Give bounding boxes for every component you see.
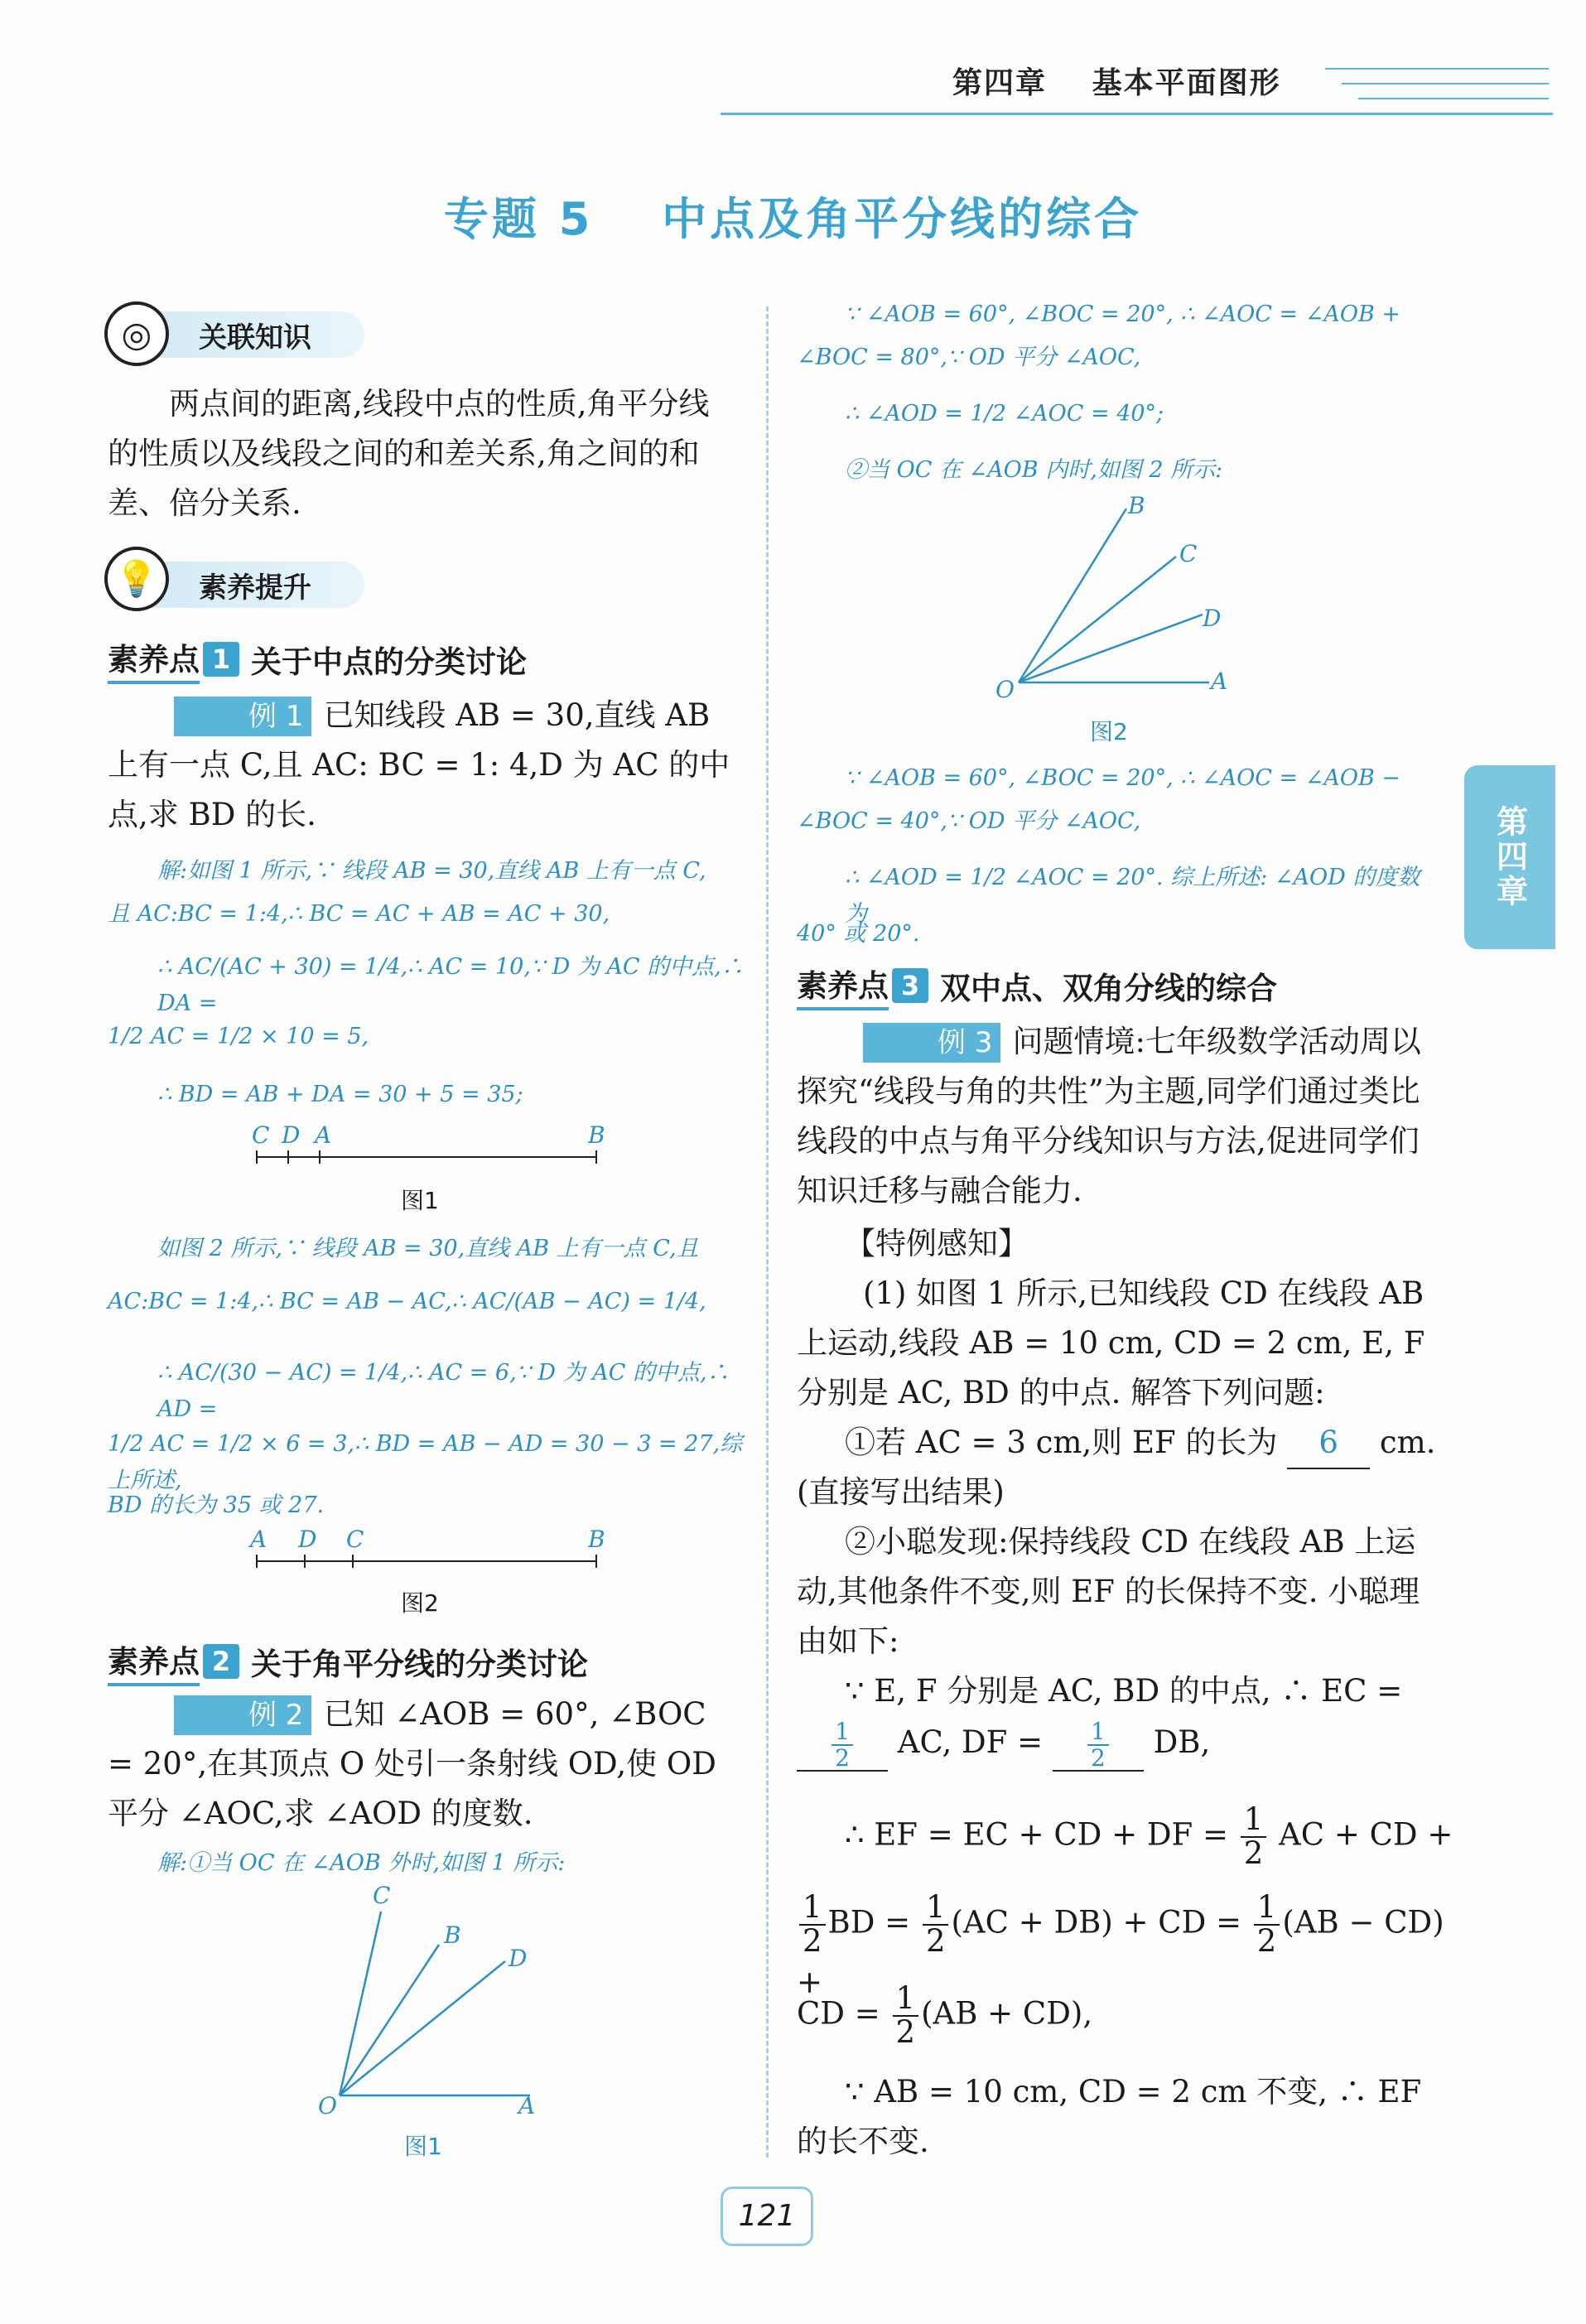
half-fraction: $\frac{1}{2}$ [923,1892,949,1958]
topic-number: 专题 5 [443,193,594,245]
example2-solution-line: ∠BOC = 40°,∵ OD 平分 ∠AOC, [797,808,1141,834]
header-chapter [952,60,1314,102]
point1-figure2 [248,1516,613,1582]
chapter-side-tab [1464,765,1555,949]
header-line [721,113,1553,115]
example1-solution-line: BD 的长为 35 或 27. [108,1492,325,1518]
reason-line-1: ∵ E, F 分别是 AC, BD 的中点, ∴ EC = [845,1673,1403,1709]
header-deco-line [1325,68,1549,70]
special-case-heading: 【特例感知】 [845,1226,1029,1261]
point1-figure1 [248,1111,613,1178]
question1a-note: (直接写出结果) [797,1474,1005,1510]
example2-badge: 例 2 [174,1695,311,1735]
half-fraction: $\frac{1}{2}$ [1087,1719,1109,1770]
example2-solution-line: ∵ ∠AOB = 60°, ∠BOC = 20°, ∴ ∠AOC = ∠AOB + [845,301,1401,327]
column-divider [766,306,769,2158]
label-c: C [252,1121,270,1149]
reason-line-4 [797,1980,1443,2050]
label-o: O [995,676,1015,703]
lightbulb-icon: 💡 [104,547,169,611]
example2-solution-line: ∠BOC = 80°,∵ OD 平分 ∠AOC, [797,345,1141,370]
label-a: A [250,1526,268,1553]
point3-heading [797,961,1277,1010]
question1a-unit: cm. [1379,1425,1436,1460]
example2-solution-line: 40° 或 20°. [797,921,920,947]
example3-badge: 例 3 [863,1023,1000,1063]
ray-od [1019,615,1203,682]
side-tab-label: 第四章 [1491,805,1528,909]
label-b: B [1128,492,1145,519]
point1-heading [108,634,527,684]
point2-figure1 [315,1878,563,2119]
example1-problem [108,691,737,840]
example2-solution-line: ∵ ∠AOB = 60°, ∠BOC = 20°, ∴ ∠AOC = ∠AOB − [845,765,1401,791]
label-b: B [588,1526,605,1553]
point3-number: 3 [892,968,928,1003]
skill-up-label: 素养提升 [199,571,311,605]
reason3-b: (AC + DB) + CD = [951,1904,1242,1941]
reason3-c: (AB − CD) + [797,1904,1444,2000]
example1-solution-line: 1/2 AC = 1/2 × 10 = 5, [108,1024,369,1049]
half-fraction: $\frac{1}{2}$ [893,1983,919,2049]
example3-intro [797,1017,1431,1216]
label-d: D [1203,605,1222,632]
point2-fig1-caption: 图1 [404,2133,442,2160]
half-fraction: $\frac{1}{2}$ [832,1719,853,1770]
example3-intro-text: 问题情境:七年级数学活动周以探究“线段与角的共性”为主题,同学们通过类比线段的中点与角平分线知识与方法,促进同学们知识迁移与融合能力. [797,1024,1421,1208]
point1-number: 1 [203,642,239,677]
example1-solution-line: ∴ AC/(30 − AC) = 1/4,∴ AC = 6,∵ D 为 AC 的中点,∴ AD = [157,1360,730,1422]
example1-text: 已知线段 AB = 30,直线 AB 上有一点 C,且 AC: BC = 1: 4,D 为 AC 的中点,求 BD 的长. [108,697,730,832]
half-fraction: $\frac{1}{2}$ [799,1892,826,1958]
label-b: B [588,1121,605,1149]
label-o: O [318,2092,337,2119]
point3-tag: 素养点 [797,961,889,1010]
label-a: A [1211,668,1228,695]
chapter-number: 第四章 [952,66,1048,100]
topic-name: 中点及角平分线的综合 [662,193,1143,245]
point1-tag: 素养点 [108,634,200,684]
example1-solution-line: 如图 2 所示,∵ 线段 AB = 30,直线 AB 上有一点 C,且 [157,1236,699,1261]
point2-fig2-caption: 图2 [1090,718,1128,745]
example2-problem [108,1690,737,1839]
label-d: D [282,1121,301,1149]
label-d: D [509,1945,528,1972]
reason3-a: BD = [827,1904,911,1941]
ray-oc [1019,557,1176,682]
reason4-b: (AB + CD), [921,1995,1093,2032]
question1a-text: ①若 AC = 3 cm,则 EF 的长为 [845,1425,1278,1460]
blank-ec-fraction[interactable] [797,1718,888,1772]
question1a [845,1418,1441,1469]
half-fraction: $\frac{1}{2}$ [1254,1892,1280,1958]
example2-text: 已知 ∠AOB = 60°, ∠BOC = 20°,在其顶点 O 处引一条射线 OD,使 OD 平分 ∠AOC,求 ∠AOD 的度数. [108,1696,716,1831]
point3-title: 双中点、双角分线的综合 [940,971,1277,1006]
point2-figure2 [986,490,1242,706]
target-icon: ◎ [104,301,169,366]
point1-title: 关于中点的分类讨论 [251,644,527,680]
point1-fig1-caption: 图1 [401,1187,439,1214]
question1b: ②小聪发现:保持线段 CD 在线段 AB 上运动,其他条件不变,则 EF 的长保持不变. 小聪理由如下: [797,1524,1420,1659]
example2-solution-intro: 解:①当 OC 在 ∠AOB 外时,如图 1 所示: [157,1850,566,1876]
point2-number: 2 [203,1644,239,1679]
example1-solution-line: 且 AC:BC = 1:4,∴ BC = AC + AB = AC + 30, [108,901,610,927]
reason-line-5: ∵ AB = 10 cm, CD = 2 cm 不变, ∴ EF 的长不变. [797,2074,1422,2159]
label-a: A [315,1121,332,1149]
reason-line-1b [797,1718,1443,1772]
point2-tag: 素养点 [108,1637,200,1686]
example2-solution-line: ∴ ∠AOD = 1/2 ∠AOC = 40°; [845,401,1164,427]
ray-ob [340,1945,439,2095]
label-c: C [373,1882,391,1909]
related-knowledge-text: 两点间的距离,线段中点的性质,角平分线的性质以及线段之间的和差关系,角之间的和差、倍分关系. [108,386,710,521]
chapter-title: 基本平面图形 [1092,66,1281,100]
label-a: A [518,2092,536,2119]
example1-solution-line: AC:BC = 1:4,∴ BC = AB − AC,∴ AC/(AB − AC) = 1/4, [108,1289,706,1314]
point2-title: 关于角平分线的分类讨论 [251,1647,588,1682]
related-knowledge-label: 关联知识 [199,321,311,354]
reason-ac-df: AC, DF = [897,1724,1044,1760]
example1-badge: 例 1 [174,697,311,736]
label-d: D [298,1526,317,1553]
example2-solution-line: ∴ ∠AOD = 1/2 ∠AOC = 20°. 综上所述: ∠AOD 的度数为 [845,865,1420,927]
label-c: C [346,1526,364,1553]
header-deco-line [1342,83,1549,84]
answer-blank-ef[interactable]: 6 [1287,1418,1370,1469]
page-number: 121 [721,2187,813,2246]
half-fraction: $\frac{1}{2}$ [1241,1804,1267,1870]
reason-line-2 [845,1801,1458,1871]
label-b: B [444,1921,461,1949]
reason2-tail: AC + CD + [1279,1816,1453,1853]
label-c: C [1179,540,1198,567]
example1-solution-line: ∴ AC/(AC + 30) = 1/4,∴ AC = 10,∵ D 为 AC 的中点,∴ DA = [157,954,744,1016]
page-title [0,184,1586,248]
reason-db: DB, [1153,1724,1211,1760]
blank-df-fraction[interactable] [1053,1718,1144,1772]
question1: (1) 如图 1 所示,已知线段 CD 在线段 AB 上运动,线段 AB = 10 cm, CD = 2 cm, E, F 分别是 AC, BD 的中点. 解答下列问题: [797,1275,1425,1410]
ray-ob [1019,509,1126,682]
example1-solution-line: ∴ BD = AB + DA = 30 + 5 = 35; [157,1082,523,1107]
point1-fig2-caption: 图2 [401,1589,439,1617]
reason4-a: CD = [797,1995,880,2032]
point2-heading [108,1637,588,1686]
header-deco-line [1358,98,1549,99]
reason2-text: ∴ EF = EC + CD + DF = [845,1816,1228,1853]
example1-solution-line: 解:如图 1 所示,∵ 线段 AB = 30,直线 AB 上有一点 C, [157,858,706,884]
example1-solution-line: 1/2 AC = 1/2 × 6 = 3,∴ BD = AB − AD = 30 − 3 = 27,综上所述, [108,1431,743,1493]
example2-solution-line: ②当 OC 在 ∠AOB 内时,如图 2 所示: [845,457,1223,483]
